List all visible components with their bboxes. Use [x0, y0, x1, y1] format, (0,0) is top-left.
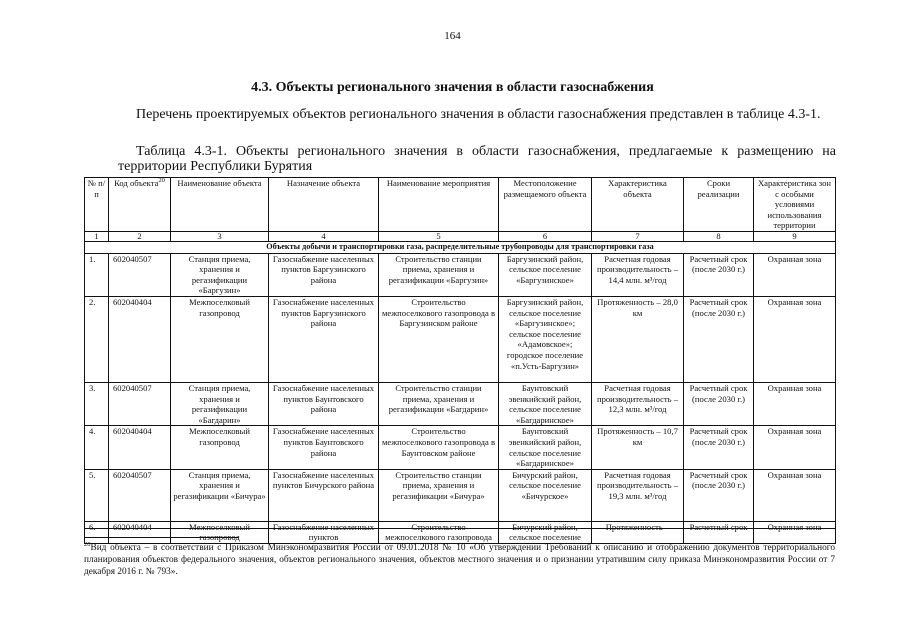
cell-purpose: Газоснабжение населенных пунктов Баргузинского района: [269, 253, 379, 296]
cell-characteristic: Расчетная годовая производительность – 14,4 млн. м³/год: [592, 253, 684, 296]
header-cell-name: Наименование объекта: [171, 178, 269, 232]
cell-name: Станция приема, хранения и регазификации «Бичура»: [171, 469, 269, 521]
header-cell-purpose: Назначение объекта: [269, 178, 379, 232]
cell-zone: Охранная зона: [754, 296, 836, 382]
column-number: 2: [109, 231, 171, 241]
header-cell-code: Код объекта$^{20}$: [109, 178, 171, 232]
cell-name: Станция приема, хранения и регазификации «Багдарин»: [171, 382, 269, 425]
cell-term: Расчетный срок (после 2030 г.): [684, 426, 754, 469]
column-number: 5: [379, 231, 499, 241]
cell-name: Межпоселковый газопровод: [171, 296, 269, 382]
header-cell-num: № п/п: [85, 178, 109, 232]
cell-purpose: Газоснабжение населенных пунктов Баргузинского района: [269, 296, 379, 382]
page-number: 164: [444, 30, 461, 42]
cell-location: Бичурский район, сельское поселение «Бичурское»: [499, 469, 592, 521]
intro-paragraph: Перечень проектируемых объектов регионального значения в области газоснабжения представлен в таблице 4.3-1.: [136, 107, 821, 122]
footnote: [84, 542, 835, 578]
cell-zone: Охранная зона: [754, 469, 836, 521]
table-row: [85, 382, 836, 425]
table-caption: Таблица 4.3-1. Объекты регионального значения в области газоснабжения, предлагаемые к размещению на территории Республики Бурятия: [118, 144, 836, 174]
group-row: [85, 241, 836, 253]
header-cell-characteristic: Характеристика объекта: [592, 178, 684, 232]
header-cell-term: Сроки реализации: [684, 178, 754, 232]
cell-term: Расчетный срок (после 2030 г.): [684, 253, 754, 296]
cell-term: Расчетный срок (после 2030 г.): [684, 382, 754, 425]
table-row: [85, 521, 836, 543]
cell-characteristic: Протяженность – 10,7 км: [592, 426, 684, 469]
cell-zone: Охранная зона: [754, 521, 836, 543]
column-number: 9: [754, 231, 836, 241]
column-number: 7: [592, 231, 684, 241]
cell-characteristic: Расчетная годовая производительность – 19,3 млн. м³/год: [592, 469, 684, 521]
header-cell-measure: Наименование мероприятия: [379, 178, 499, 232]
section-title: 4.3. Объекты регионального значения в области газоснабжения: [251, 80, 654, 95]
cell-code: 602040404: [109, 426, 171, 469]
cell-term: Расчетный срок (после 2030 г.): [684, 296, 754, 382]
cell-name: Межпоселковый газопровод: [171, 521, 269, 543]
group-title: Объекты добычи и транспортировки газа, распределительные трубопроводы для транспортировки газа: [85, 241, 836, 253]
cell-location: Баунтовский эвенкийский район, сельское поселение «Багдаринское»: [499, 426, 592, 469]
cell-num: 4.: [85, 426, 109, 469]
cell-purpose: Газоснабжение населенных пунктов Баунтовского района: [269, 382, 379, 425]
cell-location: Баргузинский район, сельское поселение «Баргузинское»: [499, 253, 592, 296]
header-cell-zone: Характеристика зон с особыми условиями использования территории: [754, 178, 836, 232]
cell-characteristic: Протяженность –: [592, 521, 684, 543]
table-row: [85, 426, 836, 469]
cell-location: Баргузинский район, сельское поселение «Баргузинское»; сельское поселение «Адамовское»; городское поселение «п.Усть-Баргузин»: [499, 296, 592, 382]
footnote-divider: [84, 537, 239, 538]
footnote-marker: 20: [158, 177, 165, 185]
cell-characteristic: Протяженность – 28,0 км: [592, 296, 684, 382]
cell-code: 602040507: [109, 382, 171, 425]
cell-num: 6.: [85, 521, 109, 543]
column-number: 3: [171, 231, 269, 241]
cell-num: 2.: [85, 296, 109, 382]
cell-location: Баунтовский эвенкийский район, сельское поселение «Багдаринское»: [499, 382, 592, 425]
cell-zone: Охранная зона: [754, 382, 836, 425]
column-number-row: [85, 231, 836, 241]
header-row: [85, 178, 836, 232]
header-cell-location: Местоположение размещаемого объекта: [499, 178, 592, 232]
cell-code: 602040507: [109, 469, 171, 521]
cell-measure: Строительство станции приема, хранения и регазификации «Баргузин»: [379, 253, 499, 296]
table-row: [85, 296, 836, 382]
footnote-mark: 20: [84, 540, 91, 548]
cell-measure: Строительство станции приема, хранения и регазификации «Бичура»: [379, 469, 499, 521]
column-number: 1: [85, 231, 109, 241]
cell-code: 602040507: [109, 253, 171, 296]
cell-measure: Строительство межпоселкового газопровода в Баунтовском районе: [379, 426, 499, 469]
cell-location: Бичурский район, сельское поселение: [499, 521, 592, 543]
table-container: [84, 177, 835, 543]
table-row: [85, 469, 836, 521]
footnote-text: Вид объекта – в соответствии с Приказом Минэкономразвития России от 09.01.2018 № 10 «Об утверждении Требований к описанию и отображению документов территориального планирования объектов федерального значения, объектов регионального значения, объектов местного значения и о признании утратившим силу приказа Минэкономразвития России от 7 декабря 2016 г. № 793».: [84, 543, 835, 577]
cell-term: Расчетный срок (после 2030 г.): [684, 469, 754, 521]
gas-objects-table: [84, 177, 836, 544]
cell-zone: Охранная зона: [754, 426, 836, 469]
cell-code: 602040404: [109, 296, 171, 382]
cell-zone: Охранная зона: [754, 253, 836, 296]
cell-measure: Строительство межпоселкового газопровода: [379, 521, 499, 543]
cell-num: 3.: [85, 382, 109, 425]
cell-measure: Строительство межпоселкового газопровода в Баргузинском районе: [379, 296, 499, 382]
cell-term: Расчетный срок: [684, 521, 754, 543]
cell-num: 1.: [85, 253, 109, 296]
column-number: 4: [269, 231, 379, 241]
cell-purpose: Газоснабжение населенных пунктов Бичурского района: [269, 469, 379, 521]
column-number: 6: [499, 231, 592, 241]
cell-num: 5.: [85, 469, 109, 521]
cell-purpose: Газоснабжение населенных пунктов: [269, 521, 379, 543]
cell-measure: Строительство станции приема, хранения и регазификации «Багдарин»: [379, 382, 499, 425]
cell-name: Станция приема, хранения и регазификации «Баргузин»: [171, 253, 269, 296]
cell-code: 602040404: [109, 521, 171, 543]
table-row: [85, 253, 836, 296]
column-number: 8: [684, 231, 754, 241]
cell-purpose: Газоснабжение населенных пунктов Баунтовского района: [269, 426, 379, 469]
cell-characteristic: Расчетная годовая производительность – 12,3 млн. м³/год: [592, 382, 684, 425]
cell-name: Межпоселковый газопровод: [171, 426, 269, 469]
